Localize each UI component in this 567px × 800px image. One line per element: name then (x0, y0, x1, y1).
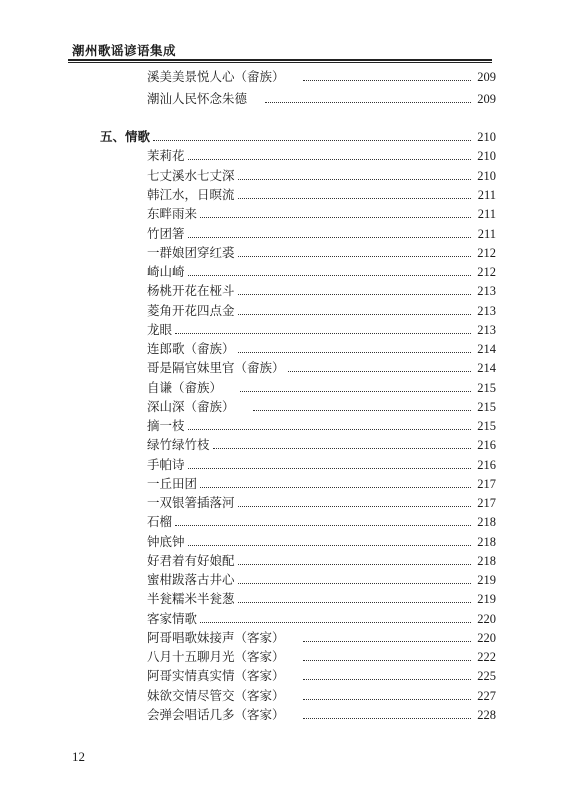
running-header-title: 潮州歌谣谚语集成 (72, 43, 177, 58)
toc-entry-title: 好君着有好娘配 (147, 553, 235, 568)
toc-entry-title: 一双银箸插落河 (147, 495, 235, 510)
toc-entry-page: 215 (477, 400, 496, 414)
dot-leader (265, 102, 471, 103)
dot-leader (200, 622, 471, 623)
toc-entry-title: 龙眼 (147, 322, 173, 337)
toc-entry-page: 212 (477, 265, 496, 279)
dot-leader (303, 699, 471, 700)
toc-entry-title: 一群娘团穿红裘 (147, 245, 235, 260)
toc-entry-title: 半瓮糯米半瓮葱 (147, 591, 235, 606)
toc-entry-page: 219 (477, 573, 496, 587)
toc-entry-page: 209 (477, 70, 496, 84)
toc-entry (147, 571, 496, 589)
dot-leader (238, 564, 471, 565)
toc-entry (147, 359, 496, 377)
toc-entry-title: 手帕诗 (147, 457, 185, 472)
toc-entry-page: 214 (477, 361, 496, 375)
toc-entry-title: 自谦（畲族） (147, 380, 223, 395)
toc-entry (147, 610, 496, 628)
toc-entry-page: 213 (477, 323, 496, 337)
toc-entry-title: 潮汕人民怀念朱德 (147, 91, 248, 106)
toc-entry-title: 韩江水，日暝流 (147, 187, 235, 202)
dot-leader (213, 448, 471, 449)
toc-entry (147, 552, 496, 570)
toc-entry (147, 513, 496, 531)
toc-entry-title: 石榴 (147, 514, 173, 529)
toc-entry-title: 妹欲交情尽管交（客家） (147, 688, 285, 703)
toc-entry-title: 东畔雨来 (147, 206, 198, 221)
dot-leader (153, 140, 471, 141)
toc-entry-page: 213 (477, 304, 496, 318)
toc-entry-page: 227 (477, 689, 496, 703)
toc-entry-page: 211 (477, 188, 496, 202)
toc-entry (147, 667, 496, 685)
dot-leader (238, 198, 471, 199)
toc-entry-title: 会弹会唱话几多（客家） (147, 707, 285, 722)
toc-entry-title: 八月十五聊月光（客家） (147, 649, 285, 664)
toc-entry (147, 90, 496, 108)
toc-entry (147, 533, 496, 551)
toc-entry-page: 210 (477, 130, 496, 144)
toc-entry (147, 436, 496, 454)
toc-entry-title: 杨桃开花在桠斗 (147, 283, 235, 298)
toc-entry-page: 214 (477, 342, 496, 356)
toc-entry (147, 629, 496, 647)
toc-entry (147, 340, 496, 358)
toc-entry (147, 282, 496, 300)
toc-entry (147, 417, 496, 435)
toc-entry (147, 475, 496, 493)
toc-entry-title: 阿哥唱歌妹接声（客家） (147, 630, 285, 645)
toc-entry-title: 菱角开花四点金 (147, 303, 235, 318)
dot-leader (188, 275, 471, 276)
dot-leader (238, 294, 471, 295)
dot-leader (238, 256, 471, 257)
toc-entry (147, 590, 496, 608)
toc-entry-page: 209 (477, 92, 496, 106)
toc-entry (147, 244, 496, 262)
toc-entry-title: 客家情歌 (147, 611, 198, 626)
toc-entry-page: 220 (477, 612, 496, 626)
toc-entry-title: 蜜柑跋落古井心 (147, 572, 235, 587)
dot-leader (303, 660, 471, 661)
toc-entry (147, 379, 496, 397)
toc-entry-page: 210 (477, 149, 496, 163)
toc-entry-page: 222 (477, 650, 496, 664)
toc-entry (147, 494, 496, 512)
dot-leader (188, 159, 471, 160)
toc-section-heading (100, 128, 496, 146)
toc-entry (147, 167, 496, 185)
dot-leader (238, 506, 471, 507)
toc-entry-page: 215 (477, 381, 496, 395)
dot-leader (253, 410, 471, 411)
toc-entry (147, 456, 496, 474)
toc-entry-page: 215 (477, 419, 496, 433)
dot-leader (200, 487, 471, 488)
toc-entry-title: 阿哥实情真实情（客家） (147, 668, 285, 683)
toc-entry-title: 摘一枝 (147, 418, 185, 433)
dot-leader (238, 602, 471, 603)
toc-entry-page: 213 (477, 284, 496, 298)
dot-leader (303, 80, 471, 81)
toc-entry-page: 218 (477, 515, 496, 529)
toc-entry-title: 绿竹绿竹枝 (147, 437, 210, 452)
toc-entry-title: 七丈溪水七丈深 (147, 168, 235, 183)
toc-entry-title: 溪美美景悦人心（畲族） (147, 69, 285, 84)
toc-entry-page: 216 (477, 458, 496, 472)
toc-entry-page: 212 (477, 246, 496, 260)
toc-entry-page: 218 (477, 535, 496, 549)
dot-leader (238, 179, 471, 180)
dot-leader (238, 583, 471, 584)
dot-leader (175, 333, 471, 334)
dot-leader (240, 391, 471, 392)
toc-entry-page: 219 (477, 592, 496, 606)
toc-entry-title: 一丘田团 (147, 476, 198, 491)
dot-leader (238, 352, 471, 353)
toc-entry (147, 186, 496, 204)
toc-entry-page: 217 (477, 477, 496, 491)
page-number: 12 (72, 749, 85, 764)
toc-entry-title: 竹团箸 (147, 226, 185, 241)
toc-entry-title: 哥是隔官妹里官（畲族） (147, 360, 285, 375)
toc-entry-page: 216 (477, 438, 496, 452)
toc-entry (147, 147, 496, 165)
dot-leader (303, 679, 471, 680)
toc-entry (147, 648, 496, 666)
toc-entry (147, 225, 496, 243)
toc-entry-page: 225 (477, 669, 496, 683)
toc-entry-page: 218 (477, 554, 496, 568)
toc-entry-title: 五、情歌 (100, 129, 151, 144)
dot-leader (303, 641, 471, 642)
toc-entry-page: 210 (477, 169, 496, 183)
dot-leader (200, 217, 471, 218)
dot-leader (188, 237, 471, 238)
toc-entry-page: 211 (477, 227, 496, 241)
toc-entry-title: 深山深（畲族） (147, 399, 235, 414)
toc-entry (147, 302, 496, 320)
toc-entry (147, 68, 496, 86)
dot-leader (303, 718, 471, 719)
toc-entry-page: 220 (477, 631, 496, 645)
toc-entry-title: 连郎歌（畲族） (147, 341, 235, 356)
toc-entry (147, 205, 496, 223)
toc-entry-title: 钟底钟 (147, 534, 185, 549)
toc-entry (147, 321, 496, 339)
toc-entry (147, 263, 496, 281)
toc-entry (147, 687, 496, 705)
toc-entry-title: 茉莉花 (147, 148, 185, 163)
toc-entry (147, 706, 496, 724)
dot-leader (175, 525, 471, 526)
dot-leader (288, 371, 471, 372)
dot-leader (188, 429, 471, 430)
dot-leader (238, 314, 471, 315)
toc-entry-page: 228 (477, 708, 496, 722)
dot-leader (188, 545, 471, 546)
toc-entry-page: 211 (477, 207, 496, 221)
toc-entry-page: 217 (477, 496, 496, 510)
dot-leader (188, 468, 471, 469)
toc-entry-title: 崎山崎 (147, 264, 185, 279)
toc-entry (147, 398, 496, 416)
